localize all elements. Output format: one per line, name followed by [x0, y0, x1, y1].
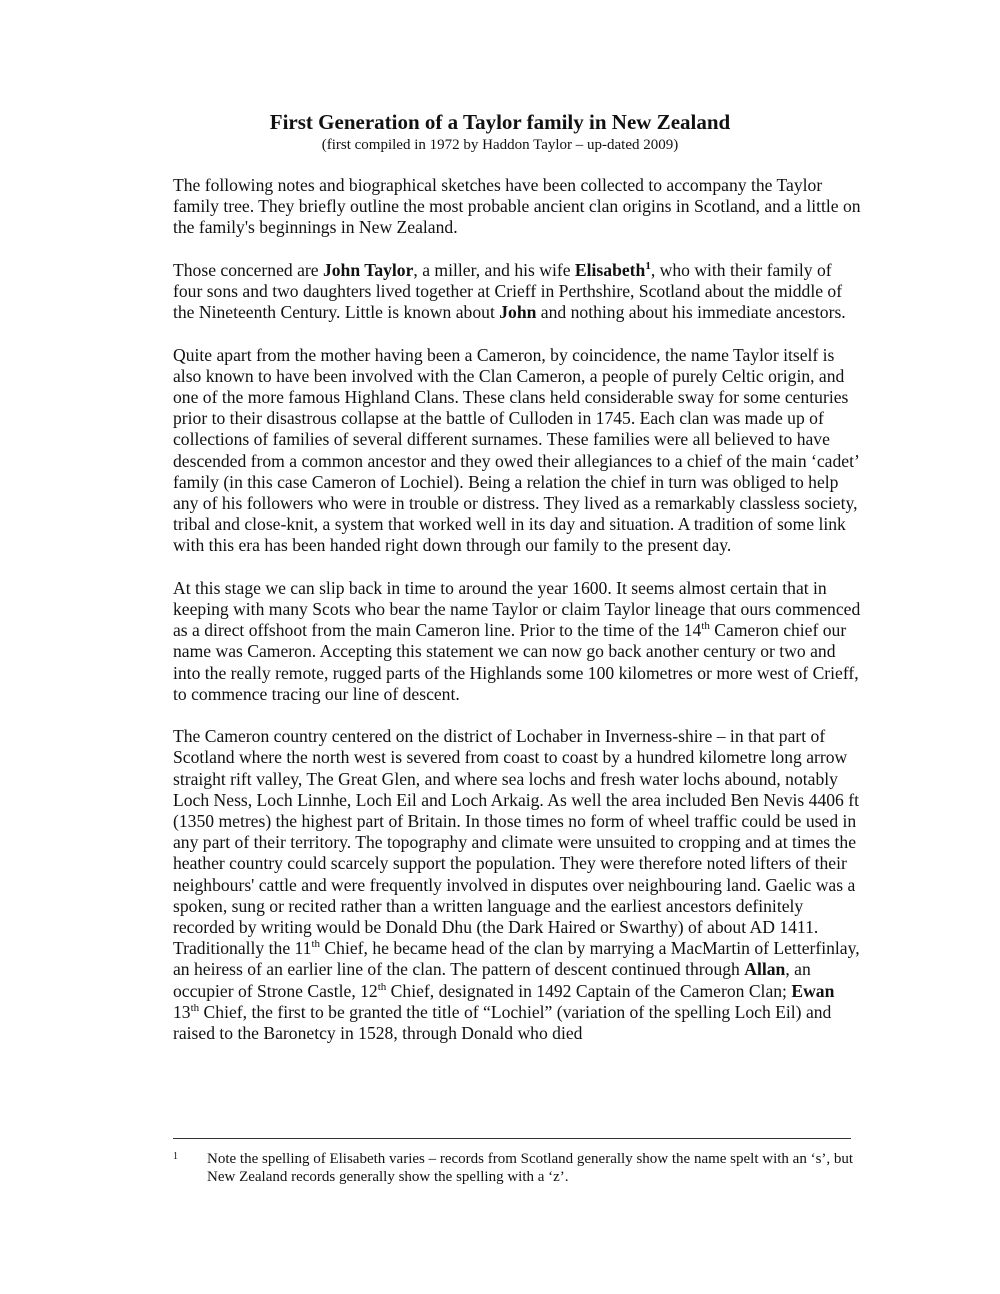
paragraph-year-1600: At this stage we can slip back in time to around the year 1600. It seems almost certain that in keeping with many Scots who bear the name Taylor or claim Taylor lineage that ours commenced as a direct offshoot from the main Cameron line. Prior to the time of the 14th Cameron chief our name was Cameron. Accepting this statement we can now go back another century or two and into the really remote, rugged parts of the Highlands some 100 kilometres or more west of Crieff, to commence tracing our line of descent.: [173, 577, 861, 704]
footnote: [173, 1150, 863, 1186]
name-john: John: [499, 302, 537, 323]
paragraph-intro: The following notes and biographical sketches have been collected to accompany the Taylor family tree. They briefly outline the most probable ancient clan origins in Scotland, and a little on the family's beginnings in New Zealand.: [173, 175, 861, 238]
name-elisabeth: Elisabeth$^1$: [574, 259, 651, 280]
name-john-taylor: John Taylor: [322, 259, 414, 280]
paragraph-concerned: Those concerned are John Taylor, a miller, and his wife Elisabeth$^1$, who with their family of four sons and two daughters lived together at Crieff in Perthshire, Scotland about the middle of the Nineteenth Century. Little is known about John and nothing about his immediate ancestors.: [173, 259, 846, 323]
footnote-divider: [173, 1138, 851, 1139]
footnote-text: Note the spelling of Elisabeth varies – records from Scotland generally show the name spelt with an ‘s’, but New Zealand records generally show the spelling with a ‘z’.: [207, 1151, 854, 1185]
document-title: First Generation of a Taylor family in New Zealand: [269, 110, 731, 134]
footnote-number: 1: [173, 1151, 178, 1162]
name-ewan: Ewan: [791, 980, 835, 1001]
document-subtitle: (first compiled in 1972 by Haddon Taylor – up-dated 2009): [321, 137, 679, 153]
document-body: [173, 175, 863, 1065]
footnote-reference: 1: [645, 259, 651, 272]
name-allan: Allan: [744, 959, 786, 980]
paragraph-cameron-country: The Cameron country centered on the district of Lochaber in Inverness-shire – in that part of Scotland where the north west is severed from coast to coast by a hundred kilometre long arrow straight rift valley, The Great Glen, and where sea lochs and fresh water lochs abound, notably Loch Ness, Loch Linnhe, Loch Eil and Loch Arkaig. As well the area included Ben Nevis 4406 ft (1350 metres) the highest part of Britain. In those times no form of wheel traffic could be used in any part of their territory. The topography and climate were unsuited to cropping and at times the heather country could scarcely support the population. They were therefore noted lifters of their neighbours' cattle and were frequently involved in disputes over neighbouring land. Gaelic was a spoken, sung or recited rather than a written language and the earliest ancestors definitely recorded by writing would be Donald Dhu (the Dark Haired or Swarthy) of about AD 1411. Traditionally the 11th Chief, he became head of the clan by marrying a MacMartin of Letterfinlay, an heiress of an earlier line of the clan. The pattern of descent continued through Allan, an occupier of Strone Castle, 12th Chief, designated in 1492 Captain of the Cameron Clan; Ewan 13th Chief, the first to be granted the title of “Lochiel” (variation of the spelling Loch Eil) and raised to the Baronetcy in 1528, through Donald who died: [173, 726, 860, 1044]
paragraph-clan-cameron: Quite apart from the mother having been a Cameron, by coincidence, the name Taylor itself is also known to have been involved with the Clan Cameron, a people of purely Celtic origin, and one of the more famous Highland Clans. These clans held considerable sway for some centuries prior to their disastrous collapse at the battle of Culloden in 1745. Each clan was made up of collections of families of several different surnames. These families were all believed to have descended from a common ancestor and they owed their allegiances to a chief of the main ‘cadet’ family (in this case Cameron of Lochiel). Being a relation the chief in turn was obliged to help any of his followers who were in trouble or distress. They lived as a remarkably classless society, tribal and close-knit, a system that worked well in its day and situation. A tradition of some link with this era has been handed right down through our family to the present day.: [173, 344, 859, 556]
